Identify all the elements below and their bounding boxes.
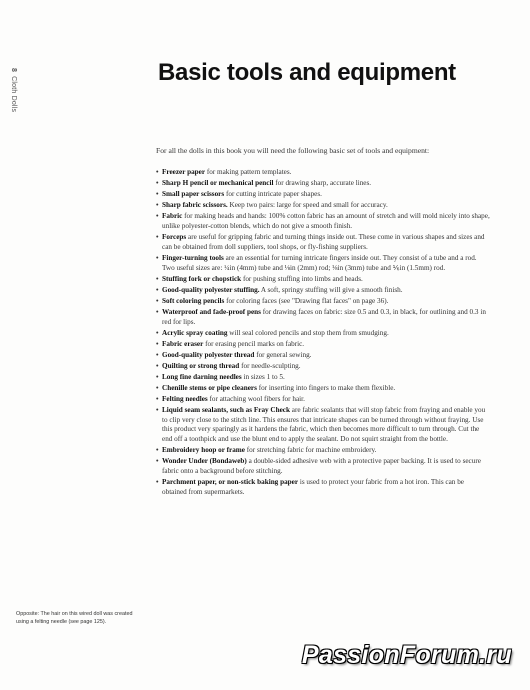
list-item	[156, 362, 490, 372]
list-item	[156, 297, 490, 307]
list-item	[156, 168, 490, 178]
list-item	[156, 384, 490, 394]
bullet-icon: •	[156, 274, 159, 283]
bullet-icon: •	[156, 190, 159, 198]
item-term: Good-quality polyester stuffing.	[162, 285, 260, 294]
item-term: Small paper scissors	[162, 190, 225, 198]
item-term: Acrylic spray coating	[162, 328, 228, 337]
bullet-icon: •	[156, 405, 159, 414]
item-description: for attaching wool fibers for hair.	[207, 394, 305, 403]
list-item	[156, 179, 490, 189]
item-description: is used to protect your fabric from a hot iron. This can be obtained from supermarkets.	[162, 478, 464, 497]
bullet-icon: •	[156, 285, 159, 294]
item-description: in sizes 1 to 5.	[241, 372, 285, 381]
bullet-icon: •	[156, 394, 159, 403]
bullet-icon: •	[156, 296, 159, 305]
item-term: Quilting or strong thread	[162, 361, 240, 370]
list-item	[156, 308, 490, 328]
item-description: for drawing sharp, accurate lines.	[273, 179, 372, 187]
bullet-icon: •	[156, 446, 159, 455]
item-term: Liquid seam sealants, such as Fray Check	[162, 405, 290, 414]
page-number: 8	[10, 68, 17, 73]
bullet-icon: •	[156, 232, 159, 241]
list-item	[156, 233, 490, 253]
list-item	[156, 457, 490, 477]
item-description: for cutting intricate paper shapes.	[224, 190, 322, 198]
bullet-icon: •	[156, 201, 159, 209]
item-term: Sharp H pencil or mechanical pencil	[162, 179, 274, 187]
list-item	[156, 478, 490, 498]
list-item	[156, 329, 490, 339]
item-description: for general sewing.	[254, 350, 312, 359]
item-term: Good-quality polyester thread	[162, 350, 255, 359]
item-description: for making pattern templates.	[205, 168, 292, 176]
item-term: Sharp fabric scissors.	[162, 201, 228, 209]
list-item	[156, 373, 490, 383]
item-description: a double-sided adhesive web with a protective paper backing. It is used to secure fabric onto a background before stitching.	[162, 457, 481, 476]
bullet-icon: •	[156, 339, 159, 348]
bullet-icon: •	[156, 328, 159, 337]
list-item	[156, 190, 490, 200]
item-term: Fabric	[162, 212, 183, 220]
bullet-icon: •	[156, 478, 159, 487]
item-description: for making heads and hands: 100% cotton fabric has an amount of stretch and will mold nicely into shape, unlike polyester-cotton blends, which do not give a smooth finish.	[162, 212, 490, 230]
list-item	[156, 201, 490, 211]
item-term: Wonder Under (Bondaweb)	[162, 457, 247, 466]
item-description: for inserting into fingers to make them flexible.	[256, 383, 396, 392]
item-term: Finger-turning tools	[162, 253, 224, 262]
item-description: for needle-sculpting.	[239, 361, 301, 370]
item-description: for coloring faces (see "Drawing flat faces" on page 36).	[224, 296, 389, 305]
list-item	[156, 275, 490, 285]
item-term: Freezer paper	[162, 168, 206, 176]
intro-paragraph: For all the dolls in this book you will need the following basic set of tools and equipment:	[156, 146, 430, 155]
bullet-icon: •	[156, 307, 159, 316]
item-term: Stuffing fork or chopstick	[162, 274, 242, 283]
photo-caption: Opposite: The hair on this wired doll was created using a felting needle (see page 125).	[16, 611, 133, 626]
item-description: Keep two pairs: large for speed and small for accuracy.	[227, 201, 388, 209]
list-item	[156, 212, 490, 232]
item-term: Embroidery hoop or frame	[162, 446, 245, 455]
item-term: Fabric eraser	[162, 339, 204, 348]
section-name: Cloth Dolls	[10, 76, 17, 113]
item-term: Waterproof and fade-proof pens	[162, 307, 261, 316]
list-item	[156, 406, 490, 446]
bullet-icon: •	[156, 168, 159, 176]
bullet-icon: •	[156, 372, 159, 381]
watermark: PassionForum.ru	[301, 641, 512, 669]
item-term: Forceps	[162, 232, 187, 241]
list-item	[156, 254, 490, 274]
item-description: for drawing faces on fabric: size 0.5 and 0.3, in black, for outlining and 0.3 in red for lips.	[162, 307, 486, 326]
item-term: Parchment paper, or non-stick baking paper	[162, 478, 299, 487]
bullet-icon: •	[156, 457, 159, 466]
list-item	[156, 351, 490, 361]
item-term: Soft coloring pencils	[162, 296, 225, 305]
page-title: Basic tools and equipment	[158, 59, 456, 86]
bullet-icon: •	[156, 212, 159, 220]
item-description: will seal colored pencils and stop them from smudging.	[227, 328, 389, 337]
item-term: Felting needles	[162, 394, 208, 403]
item-term: Chenille stems or pipe cleaners	[162, 383, 257, 392]
item-description: for stretching fabric for machine embroidery.	[244, 446, 377, 455]
item-description: are useful for gripping fabric and turning things inside out. These come in various shapes and sizes and can be obtained from doll suppliers, tool shops, or fly-fishing suppliers.	[162, 232, 485, 251]
bullet-icon: •	[156, 179, 159, 187]
tools-list	[156, 168, 490, 499]
item-description: for erasing pencil marks on fabric.	[203, 339, 305, 348]
bullet-icon: •	[156, 361, 159, 370]
bullet-icon: •	[156, 253, 159, 262]
item-description: for pushing stuffing into limbs and heads.	[241, 274, 363, 283]
list-item	[156, 395, 490, 405]
bullet-icon: •	[156, 383, 159, 392]
item-term: Long fine darning needles	[162, 372, 242, 381]
side-running-head	[10, 68, 17, 112]
list-item	[156, 446, 490, 456]
item-description: A soft, springy stuffing will give a smooth finish.	[259, 285, 403, 294]
bullet-icon: •	[156, 350, 159, 359]
item-description: are an essential for turning intricate fingers inside out. They consist of a tube and a rod. Two useful sizes are: ¼in (4mm) tube and ⅛in (2mm) rod; ⅛in (3mm) tube and ⅙in (1.5mm) rod.	[162, 253, 477, 272]
item-description: are fabric sealants that will stop fabric from fraying and enable you to clip very close to the stitch line. This ensures that intricate shapes can be turned through without fraying. Use this product very sparingly as it hardens the fabric, which then becomes more difficult to turn through. Cut the end off a toothpick and use the blunt end to apply the sealant. Do not squirt straight from the bottle.	[162, 405, 486, 444]
list-item	[156, 286, 490, 296]
list-item	[156, 340, 490, 350]
